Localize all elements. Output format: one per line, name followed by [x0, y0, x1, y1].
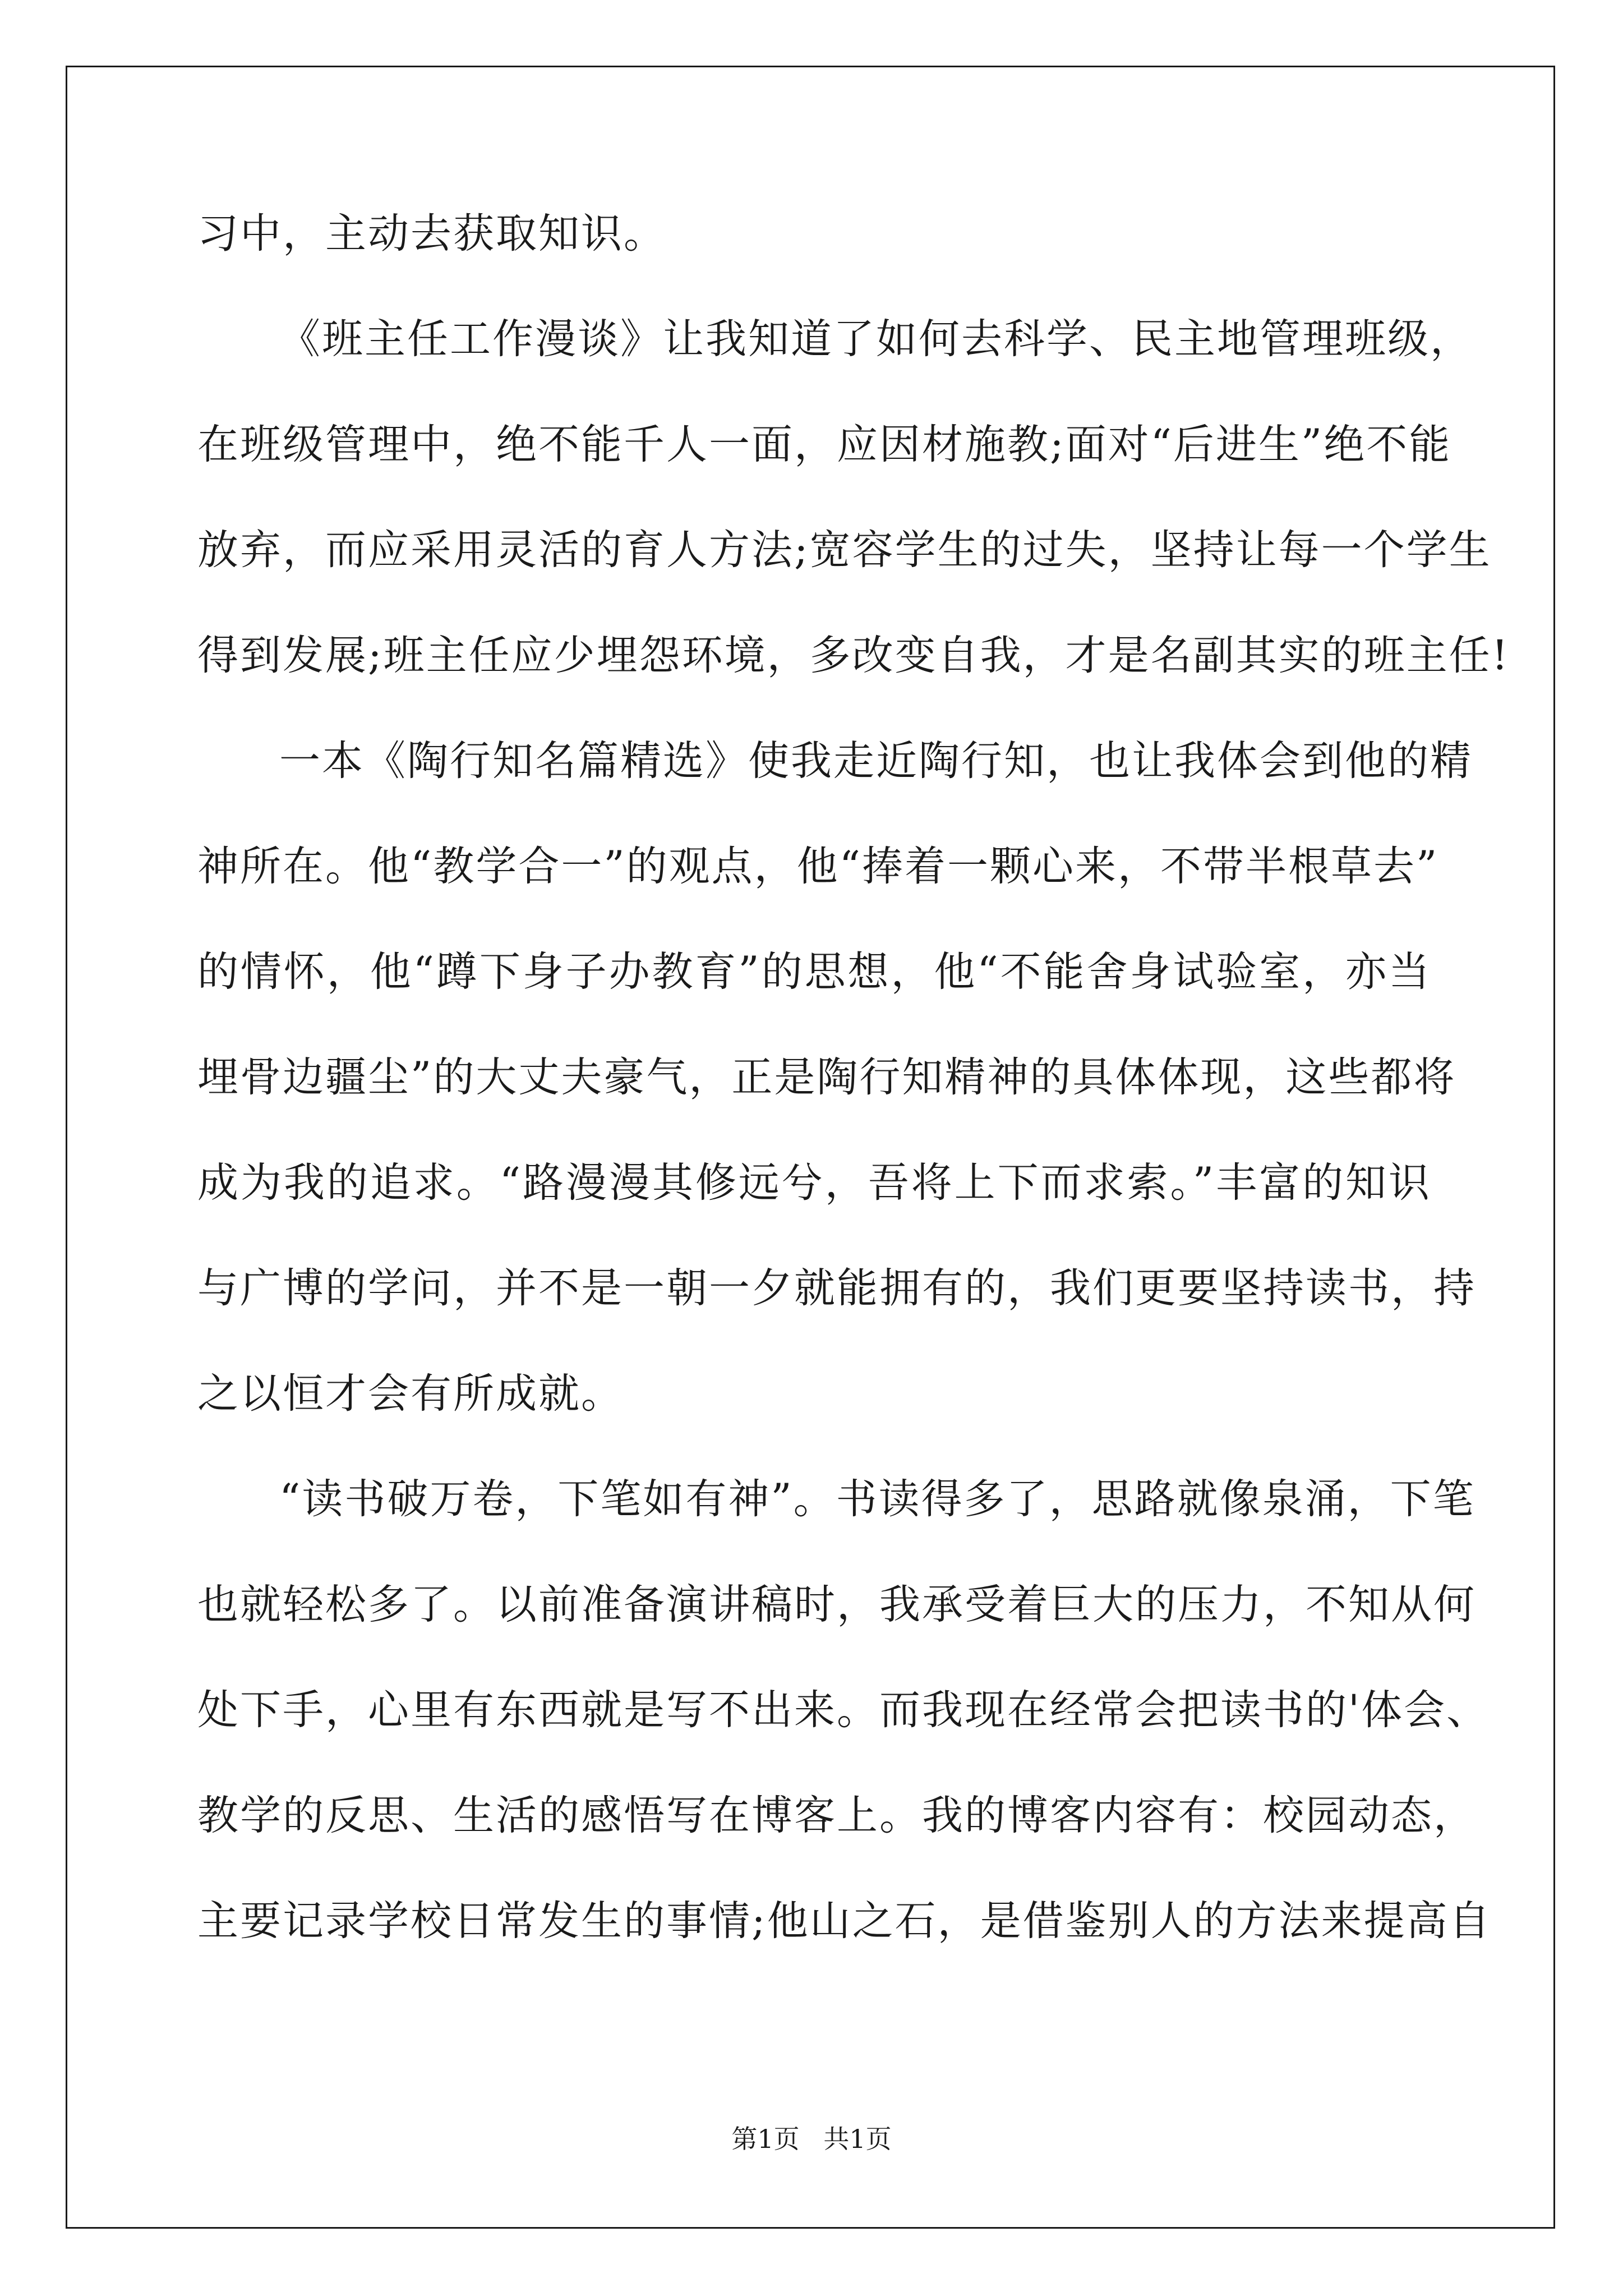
text-line-3: 在班级管理中，绝不能千人一面，应因材施教;面对“后进生”绝不能 [197, 421, 1452, 468]
text-line-15: 处下手，心里有东西就是写不出来。而我现在经常会把读书的'体会、 [197, 1686, 1490, 1734]
page-total-label: 共1页 [823, 2124, 892, 2154]
text-line-11: 与广博的学问，并不是一朝一夕就能拥有的，我们更要坚持读书，持 [197, 1264, 1476, 1312]
text-line-10: 成为我的追求。“路漫漫其修远兮，吾将上下而求索。”丰富的知识 [197, 1159, 1431, 1207]
text-line-6: 一本《陶行知名篇精选》使我走近陶行知，也让我体会到他的精 [279, 737, 1473, 785]
text-line-8: 的情怀，他“蹲下身子办教育”的思想，他“不能舍身试验室，亦当 [197, 948, 1431, 996]
text-line-7: 神所在。他“教学合一”的观点，他“捧着一颗心来，不带半根草去” [197, 843, 1439, 890]
text-line-9: 埋骨边疆尘”的大丈夫豪气，正是陶行知精神的具体体现，这些都将 [197, 1053, 1456, 1101]
text-line-1: 习中，主动去获取知识。 [197, 210, 666, 257]
text-line-13: “读书破万卷，下笔如有神”。书读得多了，思路就像泉涌，下笔 [279, 1475, 1476, 1523]
page-number-label: 第1页 [731, 2124, 800, 2154]
page-footer [0, 2122, 1623, 2156]
text-line-16: 教学的反思、生活的感悟写在博客上。我的博客内容有：校园动态， [197, 1792, 1476, 1839]
text-line-2: 《班主任工作漫谈》让我知道了如何去科学、民主地管理班级， [279, 315, 1473, 363]
text-line-17: 主要记录学校日常发生的事情;他山之石，是借鉴别人的方法来提高自 [197, 1897, 1492, 1945]
text-line-12: 之以恒才会有所成就。 [197, 1370, 624, 1418]
text-line-4: 放弃，而应采用灵活的育人方法;宽容学生的过失，坚持让每一个学生 [197, 526, 1492, 574]
text-line-14: 也就轻松多了。以前准备演讲稿时，我承受着巨大的压力，不知从何 [197, 1581, 1476, 1628]
text-line-5: 得到发展;班主任应少埋怨环境，多改变自我，才是名副其实的班主任! [197, 632, 1510, 679]
